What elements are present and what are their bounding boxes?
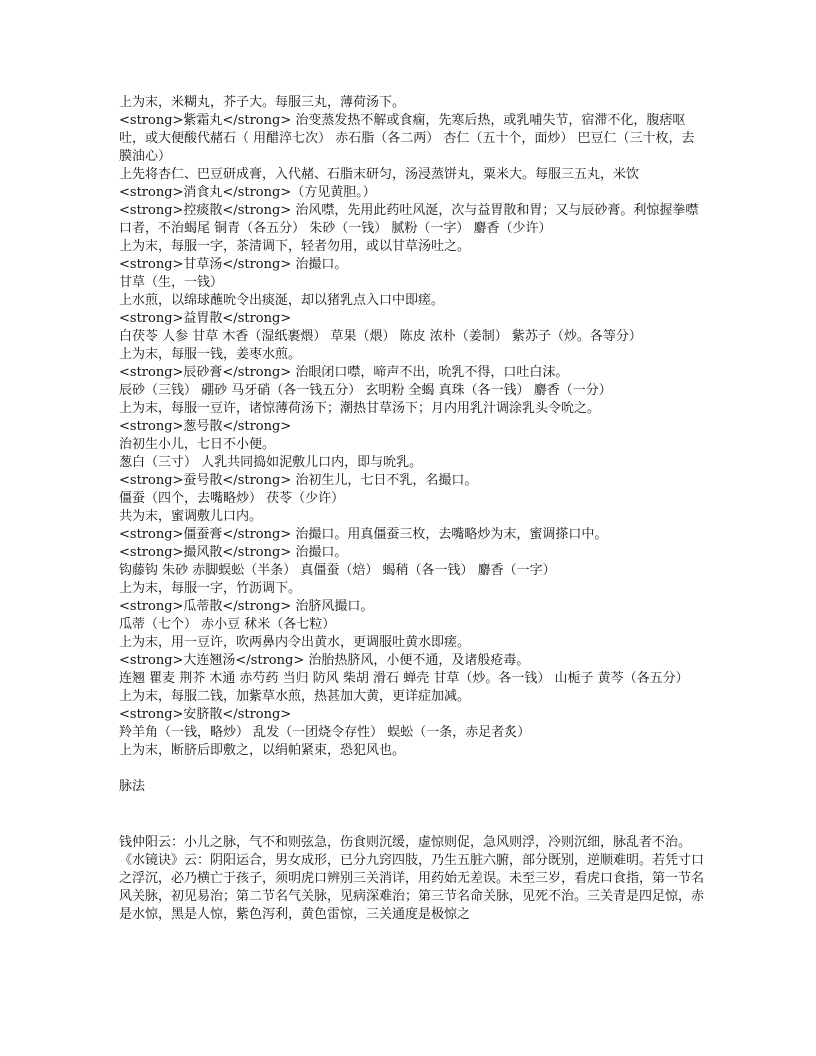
- prescription-list: [119, 94, 705, 760]
- text-paragraph: <strong>僵蚕膏</strong> 治撮口。用真僵蚕三枚，去嘴略炒为末，蜜调搽口中。: [119, 527, 608, 542]
- text-paragraph: <strong>益胃散</strong>: [119, 311, 292, 326]
- document-page: [119, 94, 705, 924]
- text-paragraph: 葱白（三寸） 人乳共同捣如泥敷儿口内，即与吮乳。: [119, 455, 423, 470]
- text-paragraph: 瓜蒂（七个） 赤小豆 秫米（各七粒）: [119, 617, 336, 632]
- text-paragraph: 上为末，米糊丸，芥子大。每服三丸，薄荷汤下。: [119, 95, 406, 110]
- text-paragraph: <strong>大连翘汤</strong> 治胎热脐风，小便不通，及诸般疮毒。: [119, 653, 530, 668]
- text-paragraph: 羚羊角（一钱，略炒） 乱发（一团烧令存性） 蜈蚣（一条，赤足者炙）: [119, 725, 531, 740]
- text-paragraph: 甘草（生，一钱）: [119, 275, 224, 290]
- text-paragraph: 上为末，每服一豆许，诸惊薄荷汤下；潮热甘草汤下；月内用乳汁调涂乳头令吮之。: [119, 401, 601, 416]
- text-paragraph: <strong>瓜蒂散</strong> 治脐风撮口。: [119, 599, 374, 614]
- text-paragraph: 上为末，用一豆许，吹两鼻内令出黄水，更调服吐黄水即瘥。: [119, 635, 471, 650]
- text-paragraph: 上为末，每服一字，竹沥调下。: [119, 581, 302, 596]
- text-paragraph: 白茯苓 人参 甘草 木香（湿纸裹煨） 草果（煨） 陈皮 浓朴（姜制） 紫苏子（炒。各等分）: [119, 329, 642, 344]
- text-paragraph: 治初生小儿，七日不小便。: [119, 437, 276, 452]
- text-paragraph: 共为末，蜜调敷儿口内。: [119, 509, 263, 524]
- text-paragraph: <strong>安脐散</strong>: [119, 707, 292, 722]
- section-heading: 脉法: [119, 779, 146, 794]
- text-paragraph: 上水煎，以绵球蘸吮令出痰涎，却以猪乳点入口中即瘥。: [119, 293, 445, 308]
- text-paragraph: <strong>控痰散</strong> 治风噤，先用此药吐风涎，次与益胃散和胃；又与辰砂膏。利惊握拳噤口者，不治蝎尾 铜青（各五分） 朱砂（一钱） 腻粉（一字） 麝香（少许）: [119, 203, 699, 236]
- text-paragraph: <strong>甘草汤</strong> 治撮口。: [119, 257, 348, 272]
- text-paragraph: <strong>蚕号散</strong> 治初生儿，七日不乳，名撮口。: [119, 473, 478, 488]
- text-paragraph: 上为末，断脐后即敷之，以绢帕紧束，恐犯风也。: [119, 743, 406, 758]
- section-body-paragraph: 钱仲阳云：小儿之脉，气不和则弦急，伤食则沉缓，虚惊则促，急风则浮，冷则沉细，脉乱者不治。《水镜诀》云：阴阳运合，男女成形，已分九窍四肢，乃生五脏六腑，部分既别，逆顺难明。若凭寸口之浮沉，必乃横亡于孩子，须明虎口辨别三关消详，用药始无差误。未至三岁，看虎口食指，第一节名风关脉，初见易治；第二节名气关脉，见病深难治；第三节名命关脉，见死不治。三关青是四足惊，赤是水惊，黑是人惊，紫色泻利，黄色雷惊，三关通度是极惊之: [119, 835, 705, 922]
- text-paragraph: 上为末，每服一钱，姜枣水煎。: [119, 347, 302, 362]
- text-paragraph: 僵蚕（四个，去嘴略炒） 茯苓（少许）: [119, 491, 345, 506]
- text-paragraph: 上为末，每服二钱，加紫草水煎，热甚加大黄，更详症加减。: [119, 689, 471, 704]
- text-paragraph: <strong>紫霜丸</strong> 治变蒸发热不解或食痫，先寒后热，或乳哺失节，宿滞不化，腹痞呕吐，或大便酸代赭石（ 用醋淬七次） 赤石脂（各二两） 杏仁（五十个，面炒） 巴豆仁（三十枚，去膜油心）: [119, 113, 695, 164]
- text-paragraph: <strong>葱号散</strong>: [119, 419, 292, 434]
- text-paragraph: 连翘 瞿麦 荆芥 木通 赤芍药 当归 防风 柴胡 滑石 蝉壳 甘草（炒。各一钱） 山栀子 黄芩（各五分）: [119, 671, 689, 686]
- text-paragraph: <strong>辰砂膏</strong> 治眼闭口噤，啼声不出，吮乳不得，口吐白沫。: [119, 365, 569, 380]
- text-paragraph: 上为末，每服一字，茶清调下，轻者勿用，或以甘草汤吐之。: [119, 239, 471, 254]
- text-paragraph: <strong>消食丸</strong>（方见黄胆。）: [119, 185, 376, 200]
- text-paragraph: 钩藤钩 朱砂 赤脚蜈蚣（半条） 真僵蚕（焙） 蝎稍（各一钱） 麝香（一字）: [119, 563, 556, 578]
- text-paragraph: 辰砂（三钱） 硼砂 马牙硝（各一钱五分） 玄明粉 全蝎 真珠（各一钱） 麝香（一分）: [119, 383, 612, 398]
- text-paragraph: 上先将杏仁、巴豆研成膏，入代赭、石脂末研匀，汤浸蒸饼丸，粟米大。每服三五丸，米饮: [119, 167, 640, 182]
- text-paragraph: <strong>撮风散</strong> 治撮口。: [119, 545, 348, 560]
